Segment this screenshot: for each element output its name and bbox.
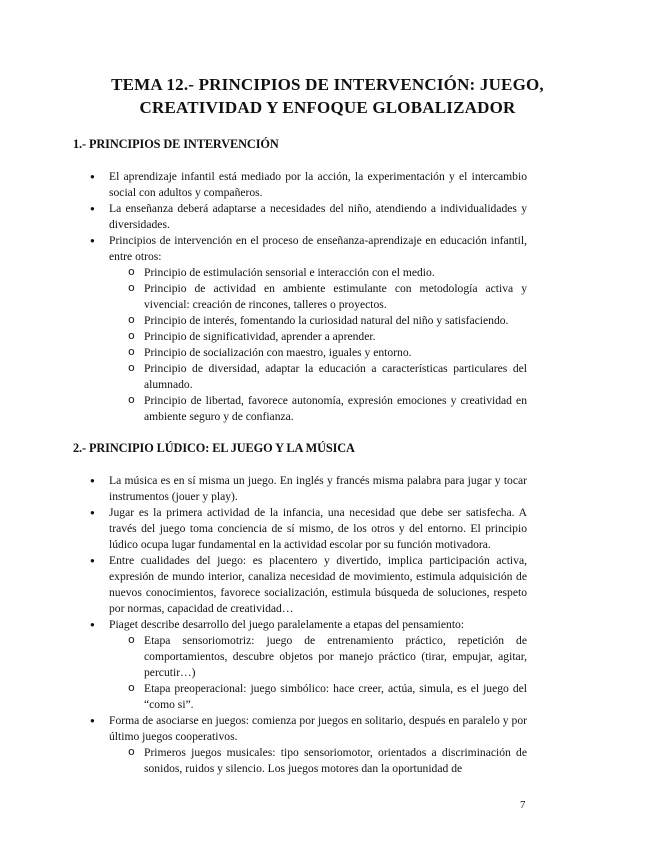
sublist-item: o Principio de interés, fomentando la curiosidad natural del niño y satisfaciendo. xyxy=(144,313,527,329)
sublist-item: o Principio de actividad en ambiente estimulante con metodología activa y vivencial: creación de rincones, talleres o proyectos. xyxy=(144,281,527,313)
principles-sublist xyxy=(109,265,527,425)
list-item xyxy=(89,617,527,713)
list-item: ● La música es en sí misma un juego. En inglés y francés misma palabra para jugar y tocar instrumentos (jouer y play). xyxy=(89,473,527,505)
sublist-item: o Primeros juegos musicales: tipo sensoriomotor, orientados a discriminación de sonidos, ruidos y silencio. Los juegos motores dan la oportunidad de xyxy=(144,745,527,777)
list-item: ● Entre cualidades del juego: es placentero y divertido, implica participación activa, expresión de mundo interior, canaliza necesidad de movimiento, estimula adquisición de nuevos conocimientos, favorece socialización, estimula búsqueda de soluciones, respeto por normas, capacidad de creatividad… xyxy=(89,553,527,617)
sublist-item: o Etapa preoperacional: juego simbólico: hace creer, actúa, simula, es el juego del “como si”. xyxy=(144,681,527,713)
title-line-2: CREATIVIDAD Y ENFOQUE GLOBALIZADOR xyxy=(139,98,516,117)
list-item xyxy=(89,233,527,425)
list-item-text: Forma de asociarse en juegos: comienza por juegos en solitario, después en paralelo y por último juegos cooperativos. xyxy=(109,714,527,743)
section-2-heading: 2.- PRINCIPIO LÚDICO: EL JUEGO Y LA MÚSICA xyxy=(73,441,355,455)
section-1-list xyxy=(89,169,527,425)
sublist-item: o Principio de libertad, favorece autonomía, expresión emociones y creatividad en ambiente seguro y de confianza. xyxy=(144,393,527,425)
section-2-list xyxy=(89,473,527,777)
list-item: ● La enseñanza deberá adaptarse a necesidades del niño, atendiendo a individualidades y diversidades. xyxy=(89,201,527,233)
piaget-sublist xyxy=(109,633,527,713)
sublist-item: o Principio de estimulación sensorial e interacción con el medio. xyxy=(144,265,527,281)
list-item-text: Piaget describe desarrollo del juego paralelamente a etapas del pensamiento: xyxy=(109,618,465,631)
title-line-1: TEMA 12.- PRINCIPIOS DE INTERVENCIÓN: JUEGO, xyxy=(111,75,544,94)
sublist-item: o Principio de diversidad, adaptar la educación a características particulares del alumnado. xyxy=(144,361,527,393)
list-item: ● El aprendizaje infantil está mediado por la acción, la experimentación y el intercambio social con adultos y compañeros. xyxy=(89,169,527,201)
sublist-item: o Etapa sensoriomotriz: juego de entrenamiento práctico, repetición de comportamientos, descubre objetos por manejo práctico (tirar, empujar, agitar, percutir…) xyxy=(144,633,527,681)
list-item-text: Principios de intervención en el proceso de enseñanza-aprendizaje en educación infantil, entre otros: xyxy=(109,234,527,263)
section-1-heading: 1.- PRINCIPIOS DE INTERVENCIÓN xyxy=(73,137,279,151)
list-item xyxy=(89,713,527,777)
list-item: ● Jugar es la primera actividad de la infancia, una necesidad que debe ser satisfecha. A través del juego toma conciencia de sí mismo, de los otros y del entorno. El principio lúdico ocupa lugar fundamental en la actividad escolar por su función motivadora. xyxy=(89,505,527,553)
page-number: 7 xyxy=(520,799,526,811)
document-title xyxy=(60,73,595,119)
sublist-item: o Principio de socialización con maestro, iguales y entorno. xyxy=(144,345,527,361)
sublist-item: o Principio de significatividad, aprender a aprender. xyxy=(144,329,527,345)
asociacion-sublist xyxy=(109,745,527,777)
